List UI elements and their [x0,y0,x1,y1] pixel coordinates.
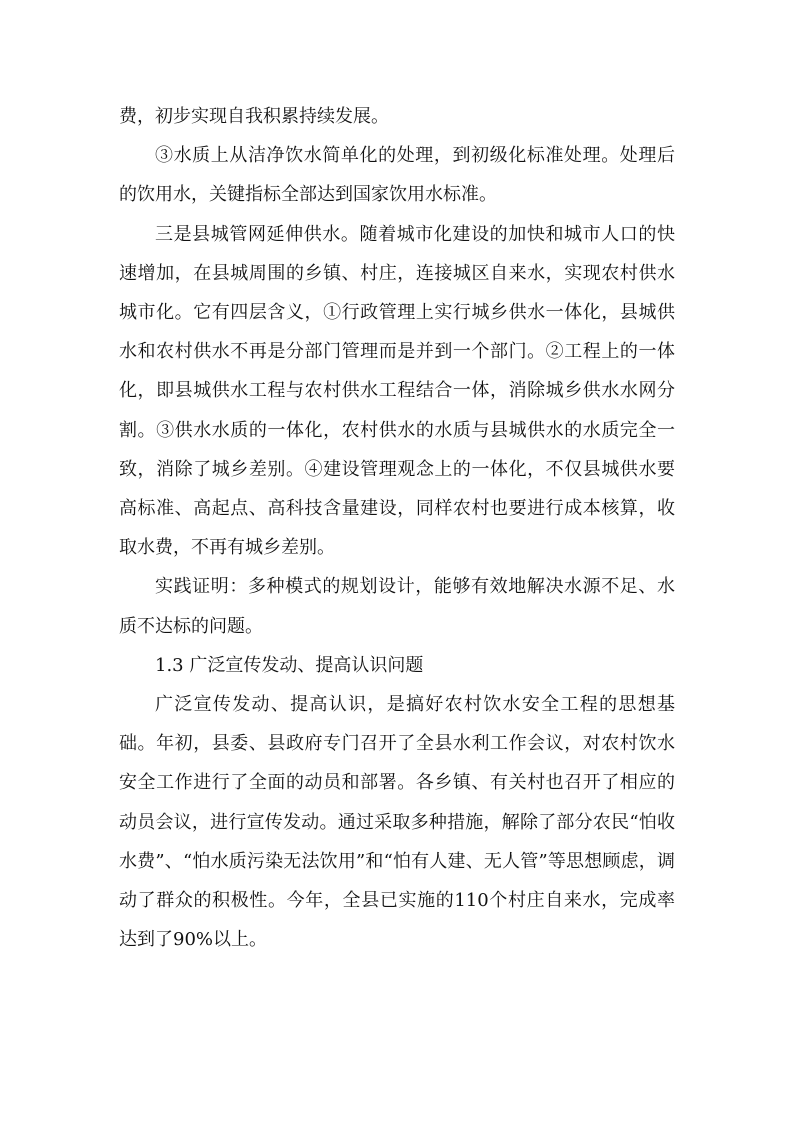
section-heading: 1.3 广泛宣传发动、提高认识问题 [155,654,424,676]
paragraph-continuation: 费，初步实现自我积累持续发展。 [119,106,389,127]
document-body [119,97,675,959]
paragraph-water-quality: ③水质上从洁净饮水简单化的处理，到初级化标准处理。处理后的饮用水，关键指标全部达到国家饮用水标准。 [119,145,675,206]
paragraph-publicity: 广泛宣传发动、提高认识，是搞好农村饮水安全工程的思想基础。年初，县委、县政府专门召开了全县水利工作会议，对农村饮水安全工作进行了全面的动员和部署。各乡镇、有关村也召开了相应的动员会议，进行宣传发动。通过采取多种措施，解除了部分农民“怕收水费”、“怕水质污染无法饮用”和“怕有人建、无人管”等思想顾虑，调动了群众的积极性。今年，全县已实施的110个村庄自来水，完成率达到了90%以上。 [119,694,675,951]
paragraph-practice-proves: 实践证明：多种模式的规划设计，能够有效地解决水源不足、水质不达标的问题。 [119,576,675,637]
paragraph-county-pipeline: 三是县城管网延伸供水。随着城市化建设的加快和城市人口的快速增加，在县城周围的乡镇、村庄，连接城区自来水，实现农村供水城市化。它有四层含义，①行政管理上实行城乡供水一体化，县城供水和农村供水不再是分部门管理而是并到一个部门。②工程上的一体化，即县城供水工程与农村供水工程结合一体，消除城乡供水水网分割。③供水水质的一体化，农村供水的水质与县城供水的水质完全一致，消除了城乡差别。④建设管理观念上的一体化，不仅县城供水要高标准、高起点、高科技含量建设，同样农村也要进行成本核算，收取水费，不再有城乡差别。 [119,223,675,559]
